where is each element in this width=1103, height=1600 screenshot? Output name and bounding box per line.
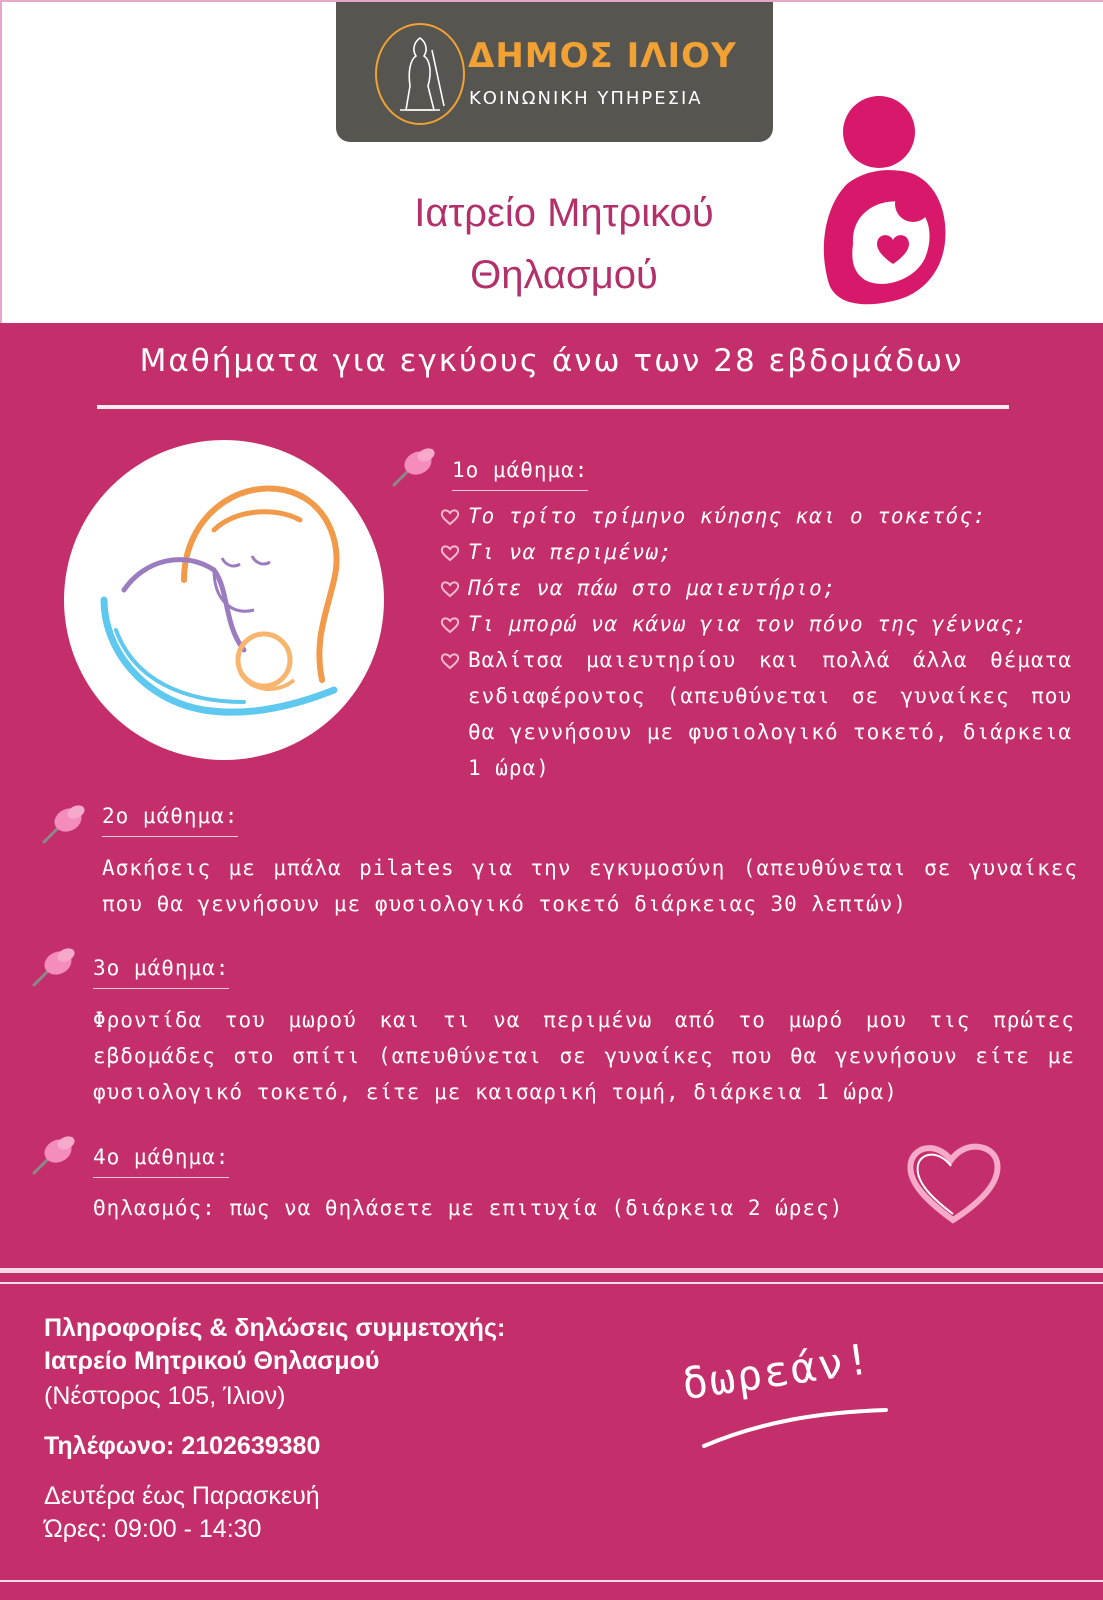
pushpin-icon <box>40 802 88 846</box>
lesson-2-text: Ασκήσεις με μπάλα pilates για την εγκυμοσύνη (απευθύνεται σε γυναίκες που θα γεννήσουν με φυσιολογικό τοκετό διάρκειας 30 λεπτών) <box>102 856 1078 916</box>
lesson-3-text: Φροντίδα του μωρού και τι να περιμένω από το μωρό μου τις πρώτες εβδομάδες στο σπίτι (απευθύνεται σε γυναίκες που θα γεννήσουν είτε με φυσιολογικό τοκετό, είτε με καισαρική τομή, διάρκεια 1 ώρα) <box>93 1008 1075 1104</box>
mother-baby-icon <box>817 94 952 314</box>
lesson-4-text: Θηλασμός: πως να θηλάσετε με επιτυχία (διάρκεια 2 ώρες) <box>93 1196 844 1220</box>
heart-outline-icon <box>440 580 460 598</box>
info-clinic: Ιατρείο Μητρικού Θηλασμού <box>44 1347 380 1375</box>
page-heading: Μαθήματα για εγκύους άνω των 28 εβδομάδων <box>139 343 964 379</box>
lesson-1-item-text: Τι μπορώ να κάνω για τον πόνο της γέννας; <box>468 612 1028 636</box>
info-hours: Ώρες: 09:00 - 14:30 <box>44 1515 262 1543</box>
header-area <box>0 0 1103 323</box>
bottom-divider <box>0 1580 1103 1582</box>
lesson-1-label: 1ο μάθημα: <box>452 458 588 491</box>
lesson-4-label: 4ο μάθημα: <box>93 1145 229 1178</box>
info-heading: Πληροφορίες & δηλώσεις συμμετοχής: <box>44 1314 506 1342</box>
logo-subtitle: ΚΟΙΝΩΝΙΚΗ ΥΠΗΡΕΣΙΑ <box>469 88 703 109</box>
heart-outline-icon <box>903 1138 1003 1228</box>
info-days: Δευτέρα έως Παρασκευή <box>44 1482 320 1510</box>
section-divider <box>0 1268 1103 1273</box>
lesson-1-items <box>440 498 1072 786</box>
section-divider-thin <box>0 1282 1103 1284</box>
logo-title: ΔΗΜΟΣ ΙΛΙΟΥ <box>468 36 737 76</box>
pushpin-icon <box>390 445 438 489</box>
info-address: (Νέστορος 105, Ίλιον) <box>44 1382 286 1410</box>
pushpin-icon <box>30 945 78 989</box>
clinic-title <box>374 182 754 306</box>
lesson-1-item-text: Τι να περιμένω; <box>468 540 673 564</box>
mother-line-art-icon <box>64 440 384 760</box>
heart-outline-icon <box>440 508 460 526</box>
heart-outline-icon <box>440 616 460 634</box>
brush-stroke-icon <box>700 1400 890 1460</box>
lesson-2-label: 2ο μάθημα: <box>102 804 238 837</box>
free-label: δωρεάν! <box>679 1333 876 1409</box>
info-phone: Τηλέφωνο: 2102639380 <box>44 1432 321 1460</box>
lesson-1-item <box>440 606 1072 642</box>
clinic-title-line1: Ιατρείο Μητρικού <box>414 191 714 235</box>
heading-underline <box>97 405 1009 409</box>
athena-emblem-icon <box>370 20 470 128</box>
heart-outline-icon <box>440 544 460 562</box>
lesson-1-item <box>440 534 1072 570</box>
lesson-1-item <box>440 642 1072 786</box>
lesson-1-item <box>440 498 1072 534</box>
breastfeeding-illustration <box>64 440 384 760</box>
lesson-1-item-text: Πότε να πάω στο μαιευτήριο; <box>468 576 837 600</box>
lesson-3-label: 3ο μάθημα: <box>93 956 229 989</box>
municipality-logo <box>336 2 773 142</box>
lesson-1-item-text: Το τρίτο τρίμηνο κύησης και ο τοκετός: <box>468 504 987 528</box>
pushpin-icon <box>30 1133 78 1177</box>
lesson-1-item-text: Βαλίτσα μαιευτηρίου και πολλά άλλα θέματα ενδιαφέροντος (απευθύνεται σε γυναίκες που θα γεννήσουν με φυσιολογικό τοκετό, διάρκεια 1 ώρα) <box>468 648 1072 780</box>
clinic-title-line2: Θηλασμού <box>470 253 658 297</box>
heart-outline-icon <box>440 652 460 670</box>
lesson-1-item <box>440 570 1072 606</box>
